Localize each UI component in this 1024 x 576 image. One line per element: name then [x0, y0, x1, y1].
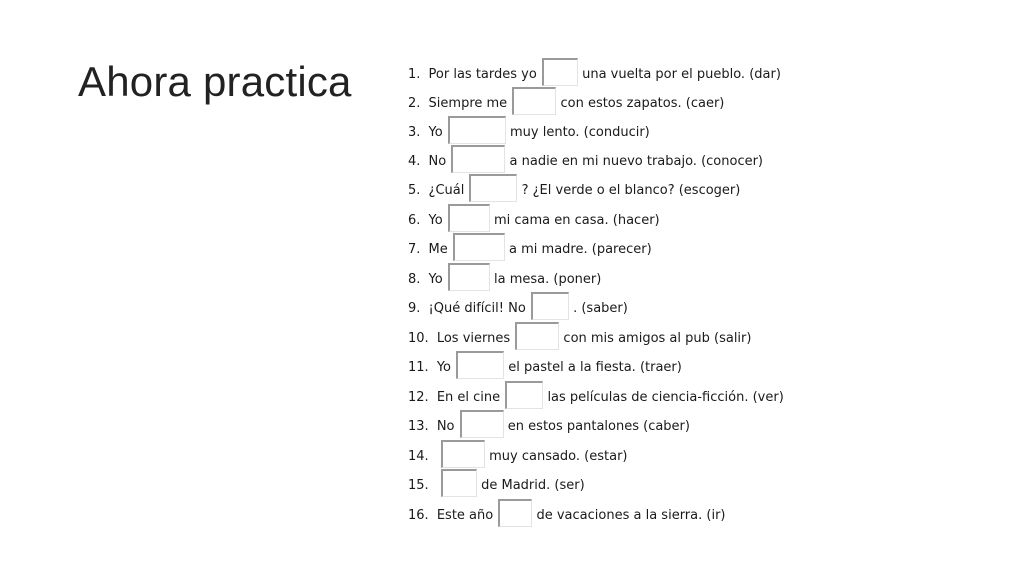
answer-blank[interactable] [505, 387, 543, 409]
answer-blank[interactable] [451, 151, 505, 173]
exercise-item [408, 93, 724, 115]
exercise-item [408, 239, 652, 261]
exercise-number: 5. [408, 183, 421, 198]
exercise-text-after: muy lento. (conducir) [510, 125, 650, 140]
answer-blank[interactable] [456, 357, 504, 379]
exercise-number: 7. [408, 242, 421, 257]
exercise-number: 8. [408, 272, 421, 287]
exercise-item [408, 387, 784, 409]
exercise-text-after: ? ¿El verde o el blanco? (escoger) [521, 183, 741, 198]
exercise-text-before: Yo [428, 125, 443, 140]
exercise-item [408, 446, 628, 468]
exercise-text-before: Este año [436, 508, 494, 523]
exercise-text-after: el pastel a la fiesta. (traer) [508, 360, 682, 375]
exercise-text-before: Los viernes [436, 331, 511, 346]
exercise-text-before: Yo [428, 213, 443, 228]
exercise-number: 1. [408, 67, 421, 82]
exercise-number: 15. [408, 478, 429, 493]
exercise-text-after: . (saber) [573, 301, 628, 316]
answer-blank[interactable] [448, 269, 490, 291]
exercise-text-after: las películas de ciencia-ficción. (ver) [547, 390, 784, 405]
exercise-text-after: en estos pantalones (caber) [507, 419, 690, 434]
exercise-item [408, 298, 628, 320]
exercise-text-after: a mi madre. (parecer) [509, 242, 652, 257]
exercise-item [408, 357, 682, 379]
exercise-item [408, 269, 601, 291]
exercise-item [408, 416, 690, 438]
exercise-text-after: muy cansado. (estar) [489, 449, 628, 464]
exercise-item [408, 64, 781, 86]
exercise-text-before: Siempre me [428, 96, 508, 111]
exercise-text-after: mi cama en casa. (hacer) [494, 213, 660, 228]
exercise-item [408, 505, 725, 527]
answer-blank[interactable] [441, 446, 485, 468]
exercise-text-before: ¡Qué difícil! No [428, 301, 526, 316]
exercise-item [408, 328, 751, 350]
answer-blank[interactable] [469, 180, 517, 202]
exercise-number: 10. [408, 331, 429, 346]
answer-blank[interactable] [515, 328, 559, 350]
exercise-item [408, 151, 763, 173]
answer-blank[interactable] [460, 416, 504, 438]
exercise-item [408, 210, 660, 232]
exercise-number: 2. [408, 96, 421, 111]
exercise-number: 9. [408, 301, 421, 316]
exercise-number: 16. [408, 508, 429, 523]
answer-blank[interactable] [448, 122, 506, 144]
exercise-number: 4. [408, 154, 421, 169]
exercise-text-after: una vuelta por el pueblo. (dar) [582, 67, 781, 82]
exercise-item [408, 475, 585, 497]
answer-blank[interactable] [512, 93, 556, 115]
answer-blank[interactable] [542, 64, 578, 86]
exercise-text-after: con mis amigos al pub (salir) [563, 331, 752, 346]
slide-title: Ahora practica [78, 58, 352, 105]
exercise-item [408, 180, 740, 202]
exercise-item [408, 122, 650, 144]
exercise-text-after: con estos zapatos. (caer) [560, 96, 725, 111]
exercise-text-before: Por las tardes yo [428, 67, 537, 82]
exercise-text-before: No [428, 154, 447, 169]
answer-blank[interactable] [453, 239, 505, 261]
exercise-text-before: Yo [436, 360, 451, 375]
exercise-number: 14. [408, 449, 429, 464]
answer-blank[interactable] [498, 505, 532, 527]
exercise-number: 6. [408, 213, 421, 228]
exercise-number: 3. [408, 125, 421, 140]
exercise-text-before: En el cine [436, 390, 501, 405]
answer-blank[interactable] [441, 475, 477, 497]
exercise-text-before: No [436, 419, 455, 434]
exercise-number: 13. [408, 419, 429, 434]
exercise-text-after: a nadie en mi nuevo trabajo. (conocer) [509, 154, 764, 169]
exercise-list [408, 0, 1008, 576]
exercise-number: 12. [408, 390, 429, 405]
exercise-text-after: de Madrid. (ser) [481, 478, 585, 493]
exercise-text-before: Yo [428, 272, 443, 287]
exercise-text-before: Me [428, 242, 448, 257]
exercise-number: 11. [408, 360, 429, 375]
answer-blank[interactable] [531, 298, 569, 320]
exercise-text-before: ¿Cuál [428, 183, 465, 198]
exercise-text-after: la mesa. (poner) [494, 272, 602, 287]
answer-blank[interactable] [448, 210, 490, 232]
exercise-text-after: de vacaciones a la sierra. (ir) [536, 508, 726, 523]
